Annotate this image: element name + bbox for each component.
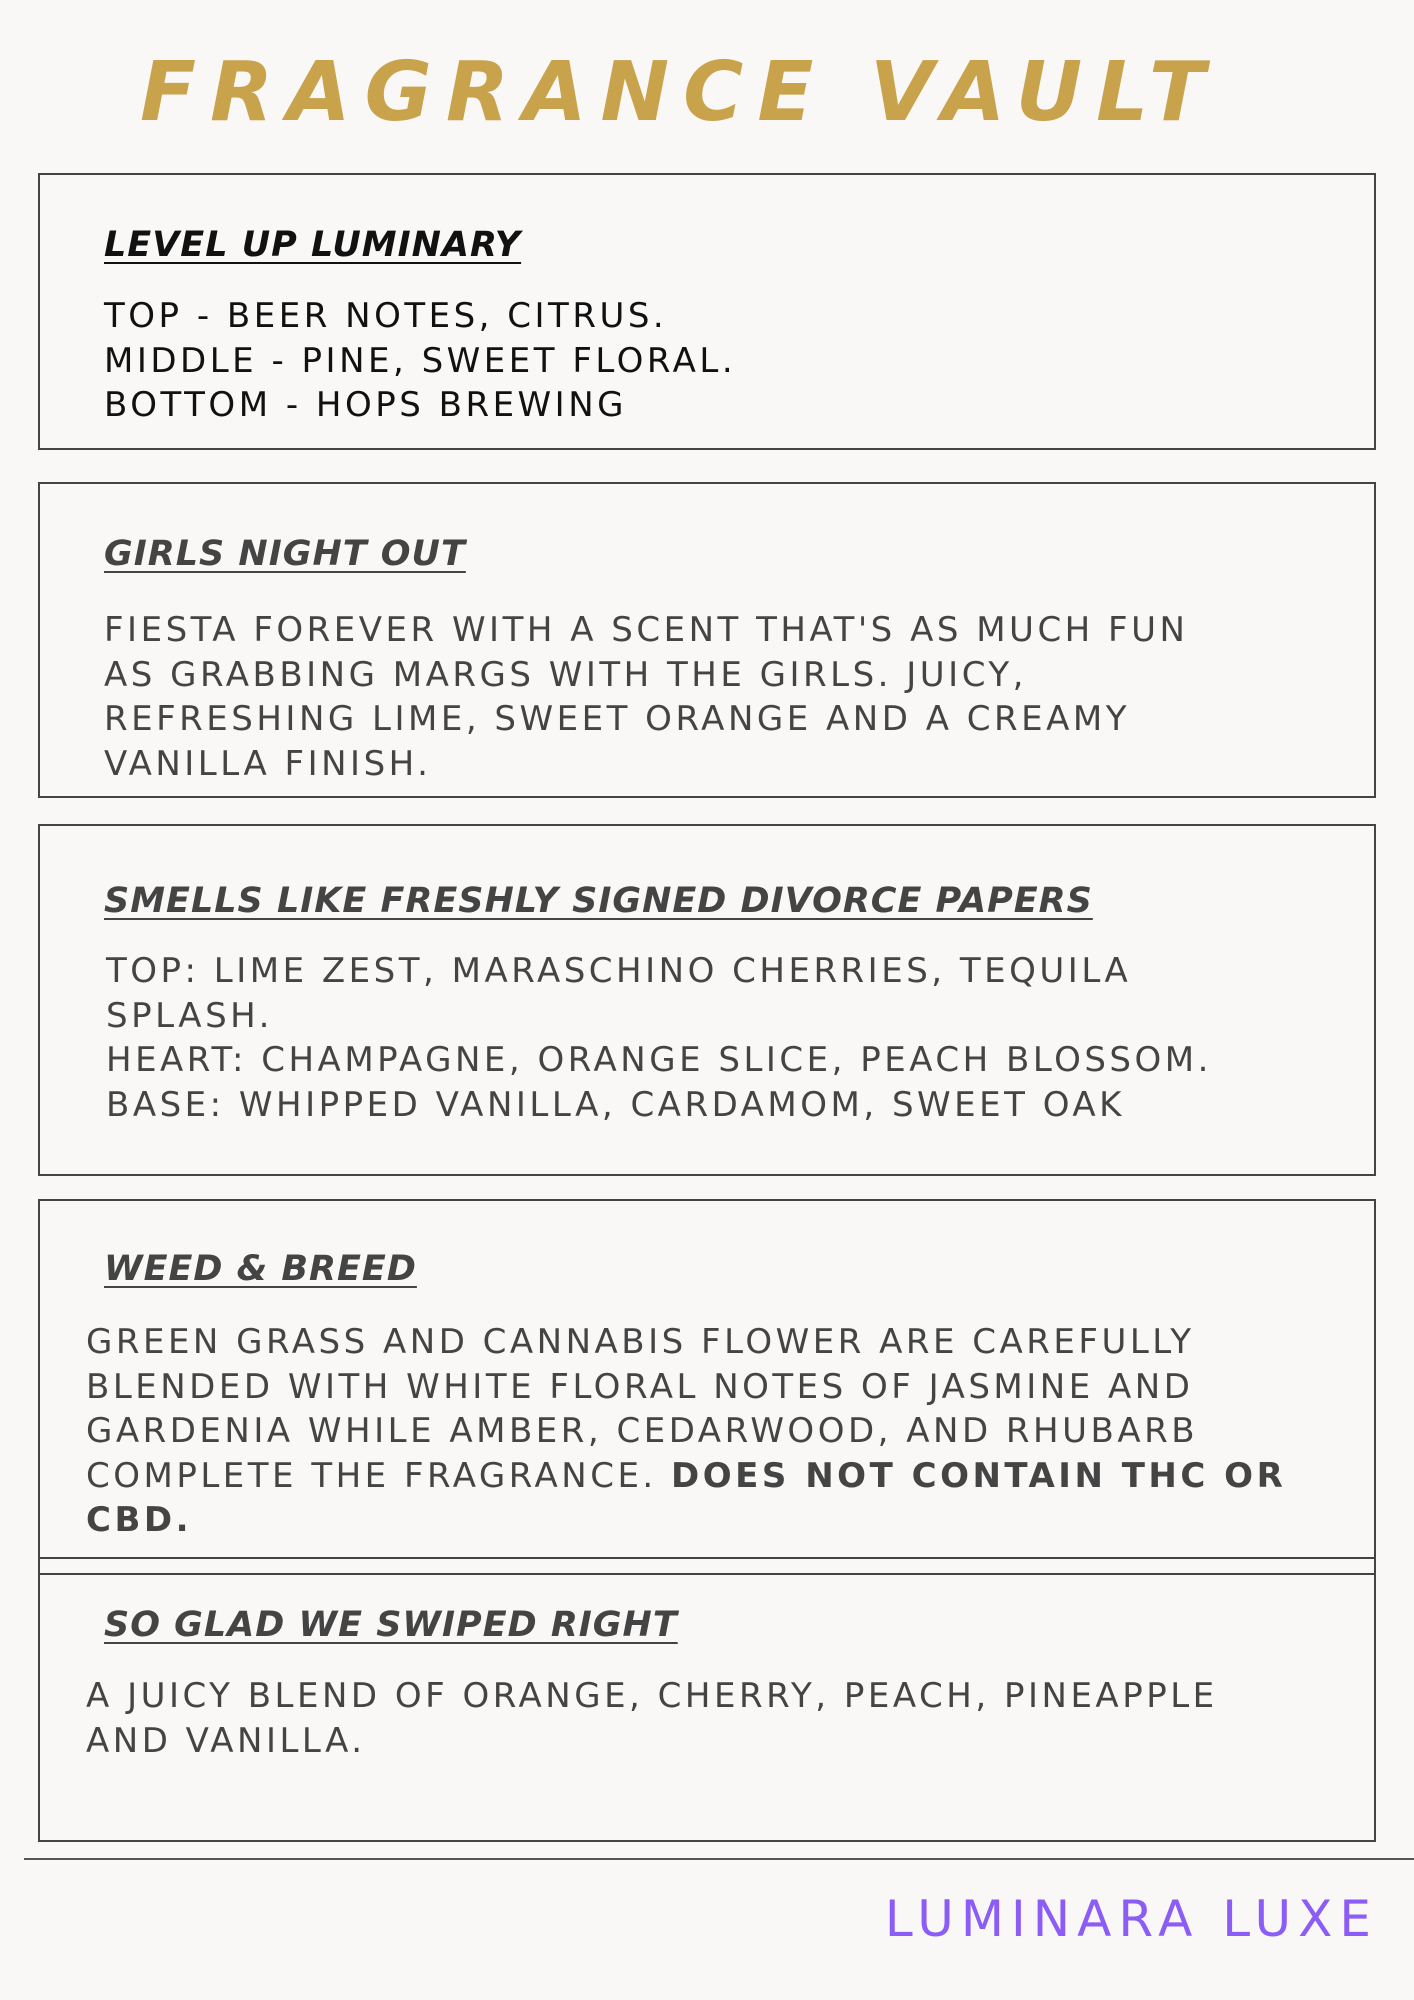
fragrance-card-girls-night-out [38,482,1376,798]
description-line: HEART: CHAMPAGNE, ORANGE SLICE, PEACH BLOSSOM. [106,1040,1212,1080]
description-line: AND VANILLA. [86,1720,366,1761]
thc-disclaimer: DOES NOT CONTAIN THC OR [671,1455,1287,1496]
card-title: GIRLS NIGHT OUT [104,534,466,574]
description-line: FIESTA FOREVER WITH A SCENT THAT'S AS MUCH FUN [104,610,1189,650]
card-title: SO GLAD WE SWIPED RIGHT [104,1605,678,1645]
card-description [86,1320,1286,1543]
description-line: TOP: LIME ZEST, MARASCHINO CHERRIES, TEQUILA [106,951,1132,991]
page-title: FRAGRANCE VAULT [140,45,1219,140]
thc-disclaimer-tail: CBD. [86,1500,193,1540]
fragrance-card-weed-and-breed [38,1199,1376,1575]
description-line: GREEN GRASS AND CANNABIS FLOWER ARE CAREFULLY [86,1322,1195,1362]
description-line: VANILLA FINISH. [104,743,432,784]
description-line: GARDENIA WHILE AMBER, CEDARWOOD, AND RHUBARB [86,1411,1199,1451]
card-title: WEED & BREED [104,1249,417,1289]
description-text: COMPLETE THE FRAGRANCE. [86,1455,672,1496]
card-description [104,294,736,428]
fragrance-card-level-up-luminary [38,173,1376,450]
description-line: MIDDLE - PINE, SWEET FLORAL. [104,340,737,381]
description-line: TOP - BEER NOTES, CITRUS. [104,296,668,336]
description-line: REFRESHING LIME, SWEET ORANGE AND A CREAMY [104,699,1130,739]
description-line: SPLASH. [106,995,273,1036]
fragrance-card-divorce-papers [38,824,1376,1176]
description-line: A JUICY BLEND OF ORANGE, CHERRY, PEACH, PINEAPPLE [86,1676,1218,1716]
footer-divider [24,1858,1414,1860]
fragrance-card-swiped-right [38,1557,1376,1842]
description-line: BLENDED WITH WHITE FLORAL NOTES OF JASMINE AND [86,1366,1194,1407]
card-description [86,1674,1218,1763]
card-title: SMELLS LIKE FRESHLY SIGNED DIVORCE PAPERS [104,881,1093,921]
description-line: BOTTOM - HOPS BREWING [104,385,627,425]
brand-name: LUMINARA LUXE [884,1890,1378,1948]
card-title: LEVEL UP LUMINARY [104,225,522,265]
card-description [106,949,1212,1127]
description-line: BASE: WHIPPED VANILLA, CARDAMOM, SWEET OAK [106,1084,1125,1125]
description-line [86,1454,1286,1499]
description-line: AS GRABBING MARGS WITH THE GIRLS. JUICY, [104,654,1027,695]
card-description [104,608,1188,786]
